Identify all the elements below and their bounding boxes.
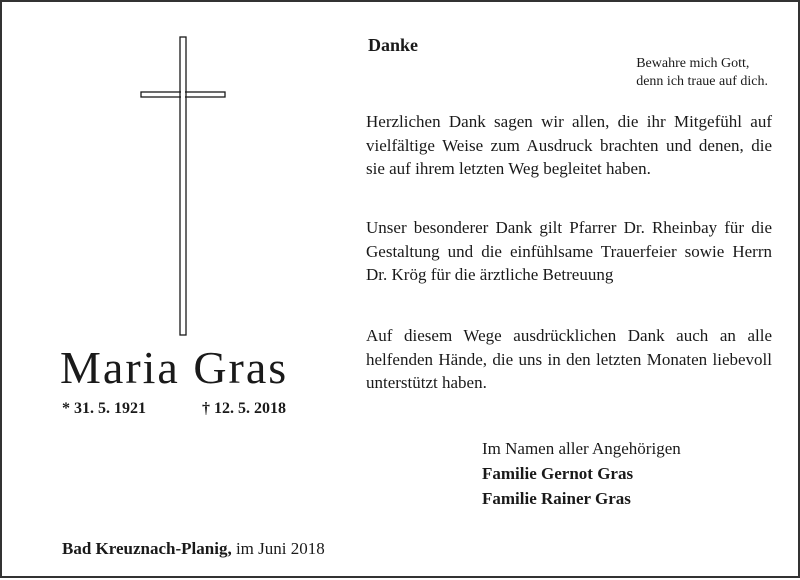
signature-intro: Im Namen aller Angehörigen <box>482 439 681 458</box>
verse-line: Bewahre mich Gott, <box>636 56 750 71</box>
verse-line: denn ich traue auf dich. <box>636 74 768 89</box>
place-date-line <box>62 539 325 559</box>
deceased-name: Maria Gras <box>60 342 289 393</box>
thanks-paragraph-3: Auf diesem Wege ausdrücklichen Dank auch an alle helfenden Hände, die uns in den letzten Monaten liebevoll unterstützt haben. <box>366 326 772 392</box>
family-name: Familie Gernot Gras <box>482 464 634 483</box>
heading-danke: Danke <box>368 35 419 55</box>
signature-block <box>482 436 681 511</box>
bible-verse <box>636 55 768 91</box>
thanks-paragraph-2: Unser besonderer Dank gilt Pfarrer Dr. Rheinbay für die Gestaltung und die einfühlsame Trauerfeier sowie Herrn Dr. Krög für die ärztliche Betreuung <box>366 218 772 284</box>
date: im Juni 2018 <box>235 539 325 558</box>
death-date: † 12. 5. 2018 <box>202 400 286 417</box>
thanks-paragraph-1: Herzlichen Dank sagen wir allen, die ihr Mitgefühl auf vielfältige Weise zum Ausdruck brachten und denen, die sie auf ihrem letzten Weg begleitet haben. <box>366 112 772 178</box>
location: Bad Kreuznach-Planig, <box>62 539 232 558</box>
birth-date: * 31. 5. 1921 <box>62 400 146 417</box>
family-name: Familie Rainer Gras <box>482 489 631 508</box>
